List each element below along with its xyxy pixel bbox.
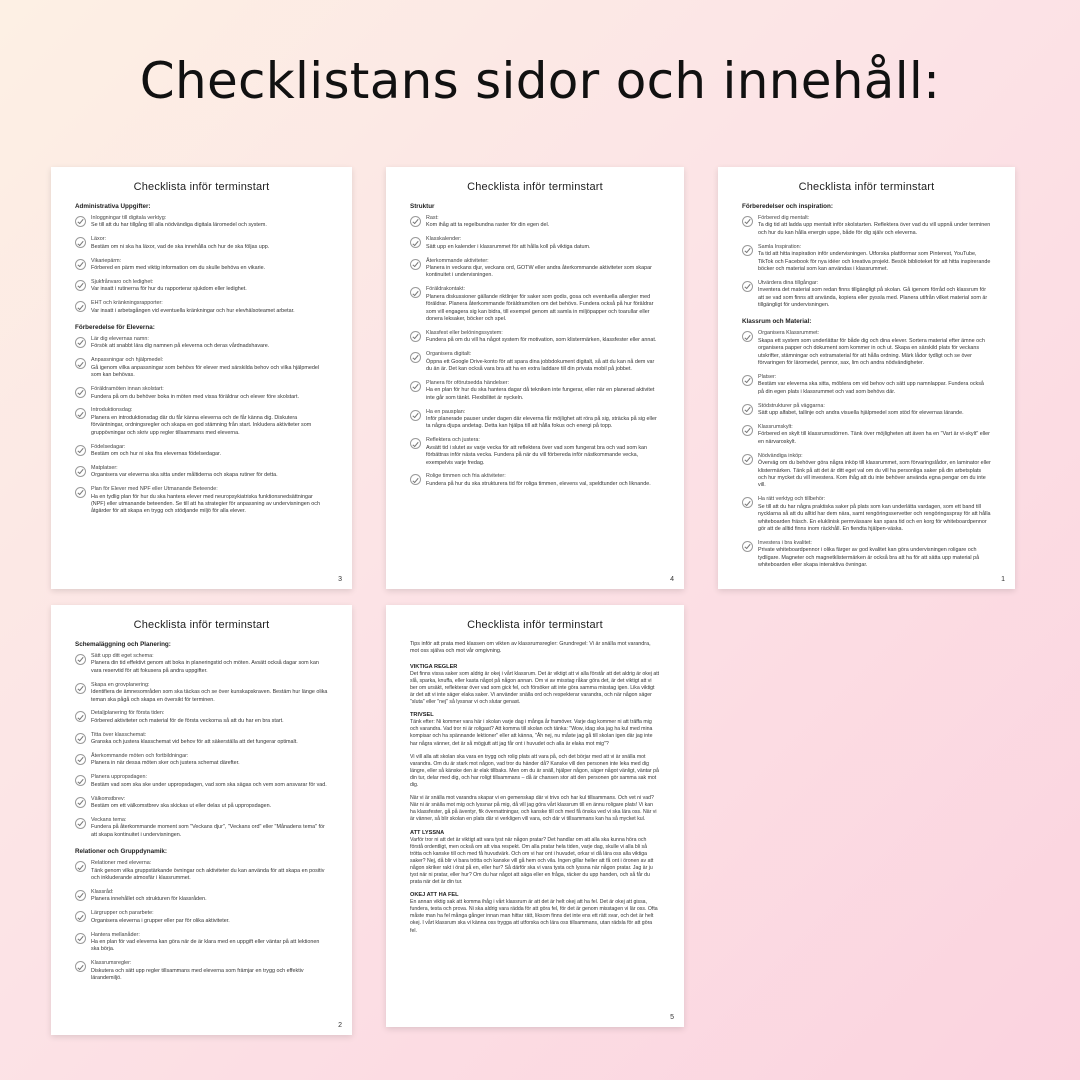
item-title: Ha en pausplan: (426, 408, 466, 415)
checklist-item (410, 380, 660, 402)
checklist-page-1 (718, 167, 1015, 589)
item-text (758, 374, 991, 396)
item-title: Veckans tema: (91, 817, 127, 823)
checkmark-circle-icon (410, 381, 421, 392)
checkmark-circle-icon (75, 890, 86, 901)
checkmark-circle-icon (410, 410, 421, 421)
item-title: Välkomstbrev: (91, 795, 126, 802)
item-description: Var insatt i arbetsgången vid eventuella kränkningar och hur elevhälsoteamet arbetar. (91, 307, 295, 314)
checklist-item (742, 374, 991, 396)
item-text (758, 215, 991, 237)
page-title: Checklista inför terminstart (467, 619, 603, 631)
item-text (426, 330, 656, 345)
item-text (91, 732, 298, 747)
checkmark-circle-icon (410, 331, 421, 342)
checklist-item (410, 473, 660, 488)
checkmark-circle-icon (75, 387, 86, 398)
checklist-item (75, 932, 328, 954)
item-description: Private whiteboardpennor i olika färger av god kvalitet kan göra undervisningen roligare och tydligare. Magneter och magnetklistermärken är också bra att ha för att sätta upp material på whiteboarden eller skapa interaktiva övningar. (758, 547, 980, 569)
item-title: Klassrumskylt: (758, 424, 793, 431)
checkmark-circle-icon (75, 466, 86, 477)
item-description: Planera din tid effektivt genom att boka in planeringstid och möten. Avsätt också dagar som kan vara reservtid för att fokusera på andra uppgifter. (91, 660, 319, 674)
item-text (91, 753, 240, 768)
item-title: Föräldramöten innan skolstart: (91, 386, 164, 393)
item-text (758, 496, 991, 533)
item-text (758, 453, 991, 490)
item-text (91, 653, 328, 675)
item-description: Tänk genom vilka gruppstärkande övningar och aktiviteter du kan använda för att skapa en positiv och inkluderande atmosfär i klassrummet. (91, 867, 325, 882)
item-description: Organisera eleverna i grupper eller par för olika aktiviteter. (91, 917, 230, 924)
checkmark-circle-icon (410, 237, 421, 248)
item-text (426, 286, 660, 323)
item-description: Ha en plan för vad eleverna kan göra när de är klara med en uppgift eller väntar på att lektionen ska börja. (91, 938, 320, 953)
page-title: Checklista inför terminstart (133, 619, 270, 631)
item-description: Fundera på om du vill ha något system för motivation, som klistermärken, klassfester eller annat. (426, 337, 657, 344)
checklist-item (75, 710, 328, 725)
item-title: Detaljplanering för första tiden: (91, 710, 165, 717)
checklist-item (75, 860, 328, 882)
item-description: Öppna ett Google Drive-konto för att spara dina jobbdokument digitalt, så att du kan nå dem var du än är. Det kan också vara bra att ha en extra laddare till din privata mobil på jobbet. (426, 358, 655, 372)
checkmark-circle-icon (75, 216, 86, 227)
section-heading: Förberedelse för Eleverna: (75, 324, 155, 332)
checklist-item (410, 236, 660, 251)
tips-intro: Tips inför att prata med klassen om vikten av klassrumsregler: Grundregel: Vi är snälla mot varandra, mot oss själva och mot vår omgivning. (410, 641, 651, 655)
checklist-item (410, 258, 660, 280)
item-description: Identifiera de ämnesområden som ska täckas och se över kunskapskraven. Bestäm hur länge olika teman ska pågå och skapa en översikt för terminen. (91, 689, 328, 703)
checklist-item (75, 236, 328, 251)
item-text (91, 710, 284, 725)
item-title: Samla Inspiration: (758, 243, 802, 250)
item-title: Klassfest eller belöningssystem: (426, 329, 503, 336)
section-heading: Struktur (410, 203, 435, 210)
checklist-item (410, 409, 660, 431)
item-title: Stödstrukturer på väggarna: (758, 402, 825, 409)
item-title: Klasskalender: (426, 236, 462, 243)
item-text (91, 817, 328, 839)
item-description: Överväg om du behöver göra några inköp till klassrummet, som förvaringslådor, en laminator eller klistermärken. Tänk på att det är ditt eget val om du vill ha personliga saker på din arbetsplats och hur mycket du vill investera. Kom ihåg att du inte behöver använda egna pengar om du inte vill. (758, 460, 991, 489)
item-text (91, 486, 328, 516)
checklist-item (742, 424, 991, 446)
checklist-item (75, 386, 328, 401)
checklist-item (75, 653, 328, 675)
item-text (91, 860, 328, 882)
checkmark-circle-icon (75, 754, 86, 765)
checklist-item (410, 437, 660, 467)
item-description: Planera diskussioner gällande riktlinjer för saker som godis, gosa och eventuella allergier med föräldrar. Planera återkommande föräldramöten om det behövs. Fundera också på hur föräldrar som vill engagera sig kan bidra, till exempel genom att samla in miljöpapper och toarullar eller donera leksaker, böcker och spel. (426, 293, 654, 322)
checklist-item (75, 465, 328, 480)
item-title: Introduktionsdag: (91, 407, 133, 414)
item-description: Bestäm om ni ska ha läxor, vad de ska innehålla och hur de ska följas upp. (91, 243, 270, 250)
item-text (758, 540, 991, 570)
item-text (426, 258, 660, 280)
checklist-item (75, 300, 328, 315)
item-description: Fundera på om du behöver boka in möten med vissa föräldrar och elever före skolstart. (91, 393, 299, 400)
page-title: Checklista inför terminstart (798, 181, 935, 193)
item-text (91, 465, 278, 480)
checkmark-circle-icon (742, 216, 753, 227)
checkmark-circle-icon (75, 487, 86, 498)
item-text (91, 796, 271, 811)
checklist-item (75, 407, 328, 437)
main-heading: Checklistans sidor och innehåll: (139, 52, 941, 110)
item-title: Läxor: (91, 236, 106, 243)
checkmark-circle-icon (75, 733, 86, 744)
item-description: Sätt upp en kalender i klassrummet för att hålla koll på viktiga datum. (426, 243, 591, 250)
item-description: Diskutera och sätt upp regler tillsammans med eleverna som främjar en trygg och effektiv lärandemiljö. (91, 967, 304, 982)
item-title: Klassråd: (91, 888, 114, 895)
checkmark-circle-icon (742, 454, 753, 465)
item-title: Lärgrupper och pararbete: (91, 910, 154, 917)
checkmark-circle-icon (410, 474, 421, 485)
checklist-item (75, 258, 328, 273)
page-number: 2 (338, 1022, 342, 1029)
item-title: Titta över klasschemat: (91, 731, 147, 738)
checklist-item (75, 732, 328, 747)
checklist-item (742, 540, 991, 570)
item-description: Skapa ett system som underlättar för både dig och dina elever. Sortera material efter ämne och organisera papper och dokument som kommer in och ut. Skapa en särskild plats för veckans utskrifter, stämningar och extramaterial för att hålla ordning. Märk lådor tydligt och se över förvaringen för läromedel, pennor, sax, lim och andra nödvändigheter. (758, 337, 985, 367)
item-description: Förbered en skylt till klassrumsdörren. Tänk över möjligheten att även ha en "Vart är vi-skylt" eller en närvaroskylt. (758, 431, 990, 445)
tip-paragraph: Vi vill alla att skolan ska vara en trygg och rolig plats att vara på, och det börjar med att vi är snälla mot varandra. Om du är stark mot någon, vad tror du händer då? Kanske vill den personen inte leka med dig längre, eller så känske den är elak tillbaks. Men om du är snäll, hjälper någon, säger något vänligt, väntar på din tur, delar med dig, och har roligt tillsammans – då är chansen stor att den personen gör samma sak mot dig. (410, 753, 659, 789)
item-title: Matplatser: (91, 464, 118, 471)
checklist-item (75, 774, 328, 789)
checkmark-circle-icon (75, 797, 86, 808)
item-text (91, 444, 221, 459)
item-title: Planera för oförutsedda händelser: (426, 379, 510, 386)
checkmark-circle-icon (742, 404, 753, 415)
checklist-item (75, 336, 328, 351)
item-text (91, 300, 295, 315)
checklist-item (75, 817, 328, 839)
item-title: Inloggningar till digitala verktyg: (91, 215, 167, 221)
item-title: Skapa en grovplanering: (91, 681, 150, 688)
tip-paragraph: En annan viktig sak att komma ihåg i vårt klassrum är att det är helt okej att ha fel. Det är okej att gissa, fundera, testa och prova. Ni ska aldrig vara rädda för att göra fel, för det är genom misstagen vi lär oss. Ofta måste man ha fel många gånger innan man hittar rätt, liksom finns det inte ens ett rätt svar, och det är helt okej. I vårt klassrum ska vi känna oss trygga att utforska och lära oss tillsammans, utan rädsla för att göra fel. (410, 899, 658, 934)
checkmark-circle-icon (75, 280, 86, 291)
checkmark-circle-icon (75, 337, 86, 348)
item-title: Utvärdera dina tillgångar: (758, 279, 819, 286)
checkmark-circle-icon (742, 497, 753, 508)
checklist-item (742, 453, 991, 490)
item-text (91, 932, 328, 954)
item-description: Bestäm vad som ska ske under uppropsdagen, vad som ska sägas och vem som ansvarar för vad. (91, 781, 327, 788)
tip-paragraph: Varför tror ni att det är viktigt att vara tyst när någon pratar? Det handlar om att alla ska kunna höra och förstå ordentligt, men också om att visa respekt. Om alla pratar hela tiden, varje dag, skulle vi alla bli så trötta och kanske till och med få huvudvärk. Och om vi har ont i huvudet, orkar vi då lära oss alla viktiga saker? Nej, då blir vi bara trötta och kanske vill gå hem och vila. Ingen gillar heller att få ont i öronen av att någon skriker rakt i örat på en, eller hur? Så därför ska vi vara tysta och lyssna när någon pratar. Jag är ju tyst när ni pratar, eller hur? Om du har något att säga eller en fråga, räcker du upp handen, och så får du prata när det är din tur. (410, 836, 654, 886)
checklist-item (742, 496, 991, 533)
tip-heading: OKEJ ATT HA FEL (410, 892, 459, 899)
item-description: Se till att du har tillgång till alla nödvändiga digitala läromedel och system. (91, 222, 267, 229)
checklist-page-5 (386, 605, 684, 1027)
checklist-item (75, 960, 328, 982)
item-text (758, 424, 991, 446)
item-text (758, 280, 991, 310)
item-title: Vikariepärm: (91, 257, 122, 264)
item-title: EHT och kränkningsrapporter: (91, 300, 163, 307)
item-text (91, 258, 265, 273)
item-title: Lär dig elevernas namn: (91, 336, 149, 343)
checkmark-circle-icon (742, 375, 753, 386)
checklist-page-4 (386, 167, 684, 589)
checklist-item (75, 279, 328, 294)
item-description: Planera innehållet och strukturen för klassråden. (91, 896, 207, 903)
tip-paragraph: När vi är snälla mot varandra skapar vi en gemenskap där vi trivs och har kul tillsammans. Och vet ni vad? När ni är snälla mot mig och lyssnar på mig, då vill jag göra vårt klassrum till en ännu roligare plats! Vi kan ha klassfester, gå på äventyr, fik övernattningar, och kanske till och med få önska ved vi ska lära oss. När vi är vänner, så blir skolan en plats där vi verkligen vill vara, och där vi tillsammans kan ha så mycket kul. (410, 795, 657, 823)
checklist-page-3 (51, 167, 352, 589)
checklist-page-2 (51, 605, 352, 1035)
tip-heading: TRIVSEL (410, 712, 434, 719)
item-text (758, 330, 991, 367)
item-description: Planera en introduktionsdag där du får känna eleverna och de får känna dig. Diskutera förväntningar, ordningsregler och skapa en god stämning från start. Inkludera aktiviteter som gruppövningar och skriv upp regler tillsammans med eleverna. (91, 414, 312, 436)
item-description: Fundera på återkommande moment som "Veckans djur", "Veckans ord" eller "Månadens tema" för att skapa kontinuitet i undervisningen. (91, 824, 325, 838)
checklist-item (410, 351, 660, 373)
checkmark-circle-icon (75, 711, 86, 722)
item-description: Förbered en pärm med viktig information om du skulle behöva en vikarie. (91, 265, 266, 272)
item-text (426, 409, 660, 431)
item-description: Planera in veckans djur, veckans ord, GOTW eller andra återkommande aktiviteter som skapar kontinuitet i undervisningen. (426, 265, 652, 279)
item-text (91, 910, 230, 925)
checkmark-circle-icon (410, 216, 421, 227)
checkmark-circle-icon (410, 259, 421, 270)
item-description: Försök att snabbt lära dig namnen på eleverna och deras vårdnadshavare. (91, 343, 270, 350)
page-title: Checklista inför terminstart (133, 181, 270, 193)
checkmark-circle-icon (410, 287, 421, 298)
item-text (91, 386, 299, 401)
tip-paragraph: Tänk efter: Ni kommer vara här i skolan varje dag i många år framöver. Varje dag kommer ni att träffa mig och varandra. Vad tror ni är roligast? Att komma till skolan och tänka: "Wow, idag ska jag ha kul med mina kompisar och ha spännande lektioner" eller att känna, "Åh nej, nu måste jag gå till skolan igen där jag inte har några vänner, det är så mögjutt att jag får ont i huvudet och alla är elaka mot mig"? (410, 719, 653, 747)
item-title: Rolige timmen och fria aktiviteter: (426, 473, 506, 480)
checkmark-circle-icon (742, 541, 753, 552)
tip-paragraph: Det finns vissa saker som aldrig är okej i vårt klassrum. Det är viktigt att vi alla förstår att det aldrig är okej att slå, sparka, knuffa, eller kasta något på någon annan. Om vi av misstag råkar göra det, är det viktigt att vi ber om ursäkt, reflekterar över vad som gick fel, och försöker att inte göra samma misstag igen. Lika viktigt är det att vi inte säger elaka saker. Vi använder snälla ord och respekterar varandra, och när någon säger "sluta" eller "nej" så lyssnar vi och slutar genast. (410, 670, 660, 706)
item-title: Återkommande möten och fortbildningar: (91, 753, 189, 760)
checkmark-circle-icon (742, 331, 753, 342)
page-number: 4 (670, 576, 674, 583)
item-text (91, 236, 269, 251)
section-heading: Administrativa Uppgifter: (75, 203, 151, 210)
item-text (91, 774, 327, 789)
section-heading: Förberedelser och inspiration: (742, 203, 833, 210)
item-description: Gå igenom vilka anpassningar som behövs för elever med särskilda behov och vilka hjälpmedel som kan behövas. (91, 364, 320, 379)
checklist-item (75, 753, 328, 768)
item-title: Platser: (758, 374, 777, 380)
checkmark-circle-icon (75, 911, 86, 922)
item-description: Sätt upp alfabet, tallinje och andra visuella hjälpmedel som stöd för elevernas lärande. (758, 410, 964, 417)
item-description: Granska och justera klasschemat vid behov för att säkerställa att det fungerar optimalt. (91, 739, 298, 746)
page-number: 3 (338, 576, 342, 583)
item-description: Fundera på hur du ska strukturera tid för roliga timmen, elevens val, speldtunder och liknande. (426, 480, 651, 487)
tip-heading: ATT LYSSNA (410, 829, 445, 836)
item-text (426, 215, 549, 230)
checklist-item (410, 215, 660, 230)
checkmark-circle-icon (75, 818, 86, 829)
checklist-item (75, 889, 328, 904)
checklist-item (410, 286, 660, 323)
checkmark-circle-icon (410, 352, 421, 363)
checkmark-circle-icon (75, 775, 86, 786)
checklist-item (75, 796, 328, 811)
item-description: Ta dig tid att ladda upp mentalt inför skolstarten. Reflektera över vad du vill uppnå under terminen och hur du kan hålla energin uppe, både för dig själv och eleverna. (758, 222, 991, 236)
checkmark-circle-icon (75, 259, 86, 270)
checkmark-circle-icon (75, 683, 86, 694)
item-description: Var insatt i rutinerna för hur du rapporterar sjukdom eller ledighet. (91, 286, 247, 293)
item-title: Födelsedagar: (91, 443, 126, 450)
checkmark-circle-icon (75, 301, 86, 312)
item-title: Nödvändiga inköp: (758, 452, 803, 459)
checklist-item (742, 403, 991, 418)
item-title: Sjukfrånvaro och ledighet: (91, 278, 154, 285)
item-text (91, 960, 328, 982)
checkmark-circle-icon (75, 861, 86, 872)
checklist-item (410, 330, 660, 345)
item-description: Ha en plan för hur du ska hantera dagar då tekniken inte fungerar, eller när en planerad aktivitet inte går som tänkt. Flexibilitet är nyckeln. (426, 387, 655, 401)
item-text (426, 437, 660, 467)
checkmark-circle-icon (75, 961, 86, 972)
item-description: Avsätt tid i slutet av varje vecka för att reflektera över vad som fungerat bra och vad som kan förbättras inför nästa vecka. Fundera på när du vill förbereda inför nästkommande vecka, exempelvis varje fredag. (426, 444, 648, 466)
section-heading: Klassrum och Material: (742, 318, 812, 326)
item-text (426, 351, 660, 373)
item-title: Relationer med eleverna: (91, 860, 152, 867)
page-title: Checklista inför terminstart (467, 181, 603, 193)
checkmark-circle-icon (742, 281, 753, 292)
section-heading: Schemaläggning och Planering: (75, 641, 171, 648)
item-description: Inventera det material som redan finns tillgängligt på skolan. Gå igenom förråd och klassrum för att se vad som finns att använda, kopiera eller pyssla med. Planera utifrån vilket material som är tillgängligt för undervisningen. (758, 287, 988, 309)
checklist-item (75, 682, 328, 704)
checkmark-circle-icon (742, 425, 753, 436)
item-title: Förbered dig mentalt: (758, 215, 810, 221)
checkmark-circle-icon (75, 933, 86, 944)
checkmark-circle-icon (75, 654, 86, 665)
item-description: Ha en tydlig plan för hur du ska hantera elever med neuropsykiatriska funktionsnedsättningar (NPF) eller utmanande beteenden. Se till att ha strategier för anpassning av undervisningen och åtgärder för att skapa en trygg och stödjande miljö för alla elever. (91, 493, 320, 515)
checklist-item (75, 215, 328, 230)
tip-heading: VIKTIGA REGLER (410, 663, 458, 670)
item-description: Förbered aktiviteter och material för de första veckorna så att du har en bra start. (91, 717, 284, 724)
item-title: Ha rätt verktyg och tillbehör: (758, 496, 826, 503)
item-description: Ta tid att hitta inspiration inför undervisningen. Utforska plattformar som Pinterest, YouTube, TikTok och Facebook för nya idéer och kreativa projekt. Besök biblioteket för att hitta inspirerande böcker och material som kan användas i klassrummet. (758, 251, 991, 272)
checklist-item (75, 486, 328, 516)
item-description: Bestäm var eleverna ska sitta, möblera om vid behov och sätt upp namnlappar. Fundera också på din egen plats i klassrummet och vad som behövs där. (758, 381, 984, 395)
checklist-item (742, 244, 991, 274)
checkmark-circle-icon (742, 245, 753, 256)
checkmark-circle-icon (75, 358, 86, 369)
item-text (426, 236, 591, 251)
checklist-item (742, 330, 991, 367)
checkmark-circle-icon (410, 438, 421, 449)
item-title: Reflektera och justera: (426, 437, 480, 444)
item-description: Se till att du har några praktiska saker på plats som kan underlätta vardagen, som ett band till nycklarna så att du alltid har dem nära, samt rengöringsservetter och rengöringsspray för att hålla whiteboarden fräsch. En eluklinisk permvässare kan spara tid och en korg för whiteboardpennor gör att de alltid finns inom räckhåll. En fiendta hjälpen-väska. (758, 503, 991, 532)
item-text (91, 215, 267, 230)
item-description: Organisera var eleverna ska sitta under måltiderna och skapa rutiner för detta. (91, 472, 278, 479)
item-title: Återkommande aktiviteter: (426, 257, 489, 264)
page-number: 1 (1001, 576, 1005, 583)
item-text (91, 357, 328, 379)
item-title: Planera uppropsdagen: (91, 774, 148, 781)
item-description: Bestäm om och hur ni ska fira elevernas födelsedagar. (91, 450, 222, 457)
item-description: Bestäm om ett välkomstbrev ska skickas ut eller delas ut på uppropsdagen. (91, 803, 272, 810)
item-text (91, 279, 247, 294)
item-description: Inför planerade pauser under dagen där eleverna får möjlighet att röra på sig, sträcka på sig eller ta några djupa andetag. Detta kan hjälpa till att hålla fokus och energi på topp. (426, 416, 657, 430)
item-text (426, 380, 660, 402)
section-heading: Relationer och Gruppdynamik: (75, 848, 168, 856)
item-title: Investera i bra kvalitet: (758, 539, 812, 546)
item-title: Anpassningar och hjälpmedel: (91, 357, 164, 364)
item-text (758, 244, 991, 274)
item-text (91, 682, 328, 704)
checkmark-circle-icon (75, 408, 86, 419)
checkmark-circle-icon (75, 445, 86, 456)
checklist-item (75, 357, 328, 379)
item-title: Hantera mellanåder: (91, 931, 140, 938)
item-text (91, 336, 269, 351)
checklist-item (742, 215, 991, 237)
item-text (91, 889, 207, 904)
item-title: Organisera Klassrummet: (758, 330, 820, 337)
item-description: Planera in när dessa möten sker och justera schemat därefter. (91, 760, 240, 767)
checklist-item (742, 280, 991, 310)
item-title: Föräldrakontakt: (426, 286, 465, 293)
item-text (91, 407, 328, 437)
item-text (758, 403, 964, 418)
item-title: Klassrumsregler: (91, 960, 132, 967)
item-title: Organisera digitalt: (426, 351, 472, 358)
item-text (426, 473, 651, 488)
item-title: Plan för Elever med NPF eller Utmanande Beteende: (91, 486, 218, 493)
item-description: Kom ihåg att ta regelbundna raster för din egen del. (426, 222, 550, 229)
checklist-item (75, 910, 328, 925)
checklist-item (75, 444, 328, 459)
item-title: Rast: (426, 215, 439, 221)
checkmark-circle-icon (75, 237, 86, 248)
item-title: Sätt upp ditt eget schema: (91, 653, 154, 659)
page-number: 5 (670, 1014, 674, 1021)
